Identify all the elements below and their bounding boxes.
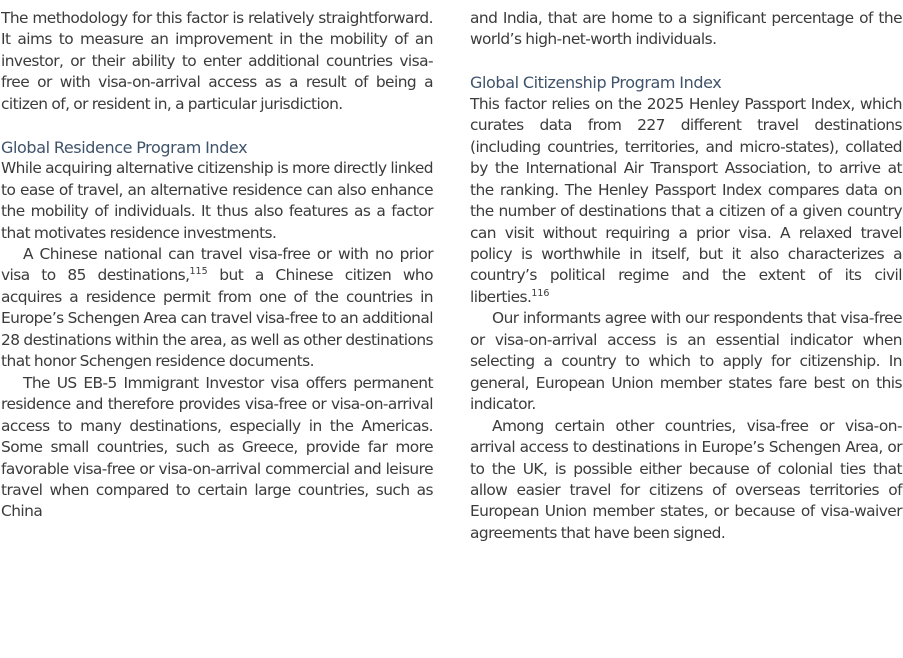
section-heading-citizenship: Global Citizenship Program Index xyxy=(470,73,722,93)
continuation-paragraph: and India, that are home to a significant percentage of the world’s high-net-worth individuals. xyxy=(470,9,902,49)
footnote-ref-115: 115 xyxy=(189,266,208,278)
residence-paragraph-1: While acquiring alternative citizenship is more directly linked to ease of travel, an alternative residence can also enhance the mobility of individuals. It thus also features as a factor that motivates residence investments. xyxy=(1,159,433,242)
citizenship-paragraph-2: Our informants agree with our respondents that visa-free or visa-on-arrival access is an essential indicator when selecting a country to which to apply for citizenship. In general, European Union member states fare best on this indicator. xyxy=(470,309,902,414)
residence-paragraph-2-part-a: A Chinese national can travel visa-free or with no prior visa to 85 destinations, xyxy=(1,244,433,285)
intro-paragraph: The methodology for this factor is relatively straightforward. It aims to measure an improvement in the mobility of an investor, or their ability to enter additional countries visa-free or with visa-on-arrival access as a result of being a citizen of, or resident in, a particular jurisdiction. xyxy=(1,9,433,113)
citizenship-paragraph-1-text: This factor relies on the 2025 Henley Passport Index, which curates data from 227 different travel destinations (including countries, territories, and micro-states), collated by the International Air Transport Association, to arrive at the ranking. The Henley Passport Index compares data on the number of destinations that a citizen of a given country can visit without requiring a prior visa. A relaxed travel policy is worthwhile in itself, but it also characterizes a country’s political regime and the extent of its civil liberties. xyxy=(470,94,902,306)
left-column xyxy=(1,8,433,523)
paragraph-spacer xyxy=(470,51,902,72)
citizenship-paragraph-1 xyxy=(470,94,902,309)
footnote-ref-116: 116 xyxy=(531,287,550,299)
right-column xyxy=(470,8,902,544)
residence-paragraph-2 xyxy=(1,244,433,373)
residence-paragraph-2-part-b: but a Chinese citizen who acquires a residence permit from one of the countries in Europe’s Schengen Area can travel visa-free to an additional 28 destinations within the area, as well as other destinations that honor Schengen residence documents. xyxy=(1,266,434,371)
section-heading-residence: Global Residence Program Index xyxy=(1,137,248,157)
paragraph-spacer xyxy=(1,115,433,136)
residence-paragraph-3: The US EB-5 Immigrant Investor visa offers permanent residence and therefore provides visa-free or visa-on-arrival access to many destinations, especially in the Americas. Some small countries, such as Greece, provide far more favorable visa-free or visa-on-arrival commercial and leisure travel when compared to certain large countries, such as China xyxy=(1,373,433,521)
citizenship-paragraph-3: Among certain other countries, visa-free or visa-on-arrival access to destinations in Europe’s Schengen Area, or to the UK, is possible either because of colonial ties that allow easier travel for citizens of overseas territories of European Union member states, or because of visa-waiver agreements that have been signed. xyxy=(470,416,902,542)
